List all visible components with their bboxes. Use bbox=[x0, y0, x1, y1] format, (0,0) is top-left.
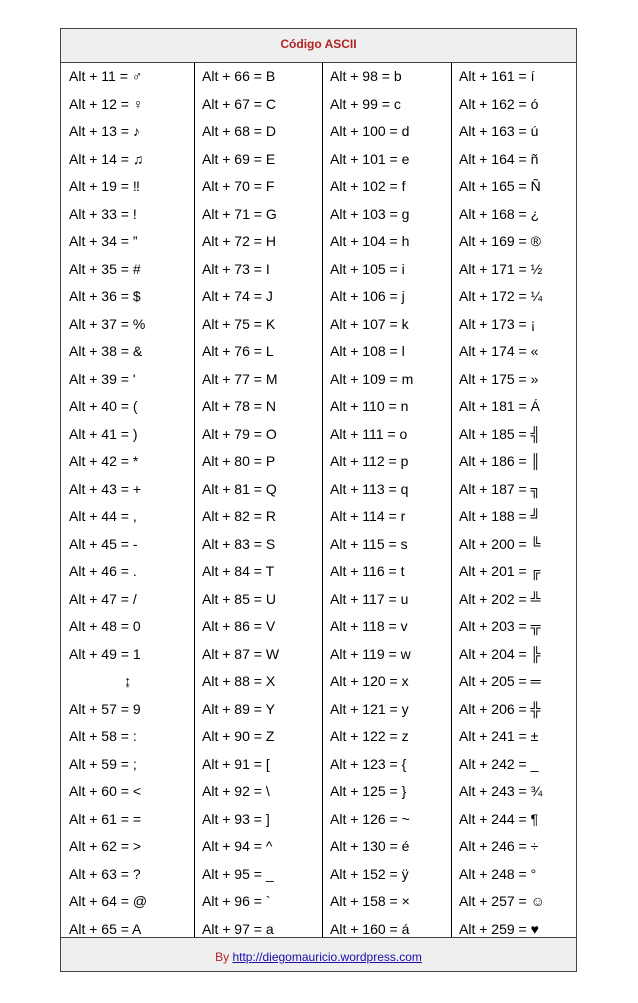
ascii-entry: Alt + 96 = ` bbox=[202, 893, 271, 909]
ascii-entry: Alt + 200 = ╚ bbox=[459, 535, 541, 552]
ascii-entry: Alt + 185 = ╣ bbox=[459, 425, 541, 442]
ascii-entry: Alt + 66 = B bbox=[202, 68, 276, 84]
ascii-entry: Alt + 171 = ½ bbox=[459, 260, 543, 277]
ascii-entry: Alt + 81 = Q bbox=[202, 480, 277, 497]
ascii-entry: Alt + 70 = F bbox=[202, 178, 275, 194]
ascii-entry: Alt + 98 = b bbox=[330, 68, 402, 84]
ascii-entry: Alt + 89 = Y bbox=[202, 700, 275, 717]
ascii-entry: Alt + 160 = á bbox=[330, 920, 410, 937]
ascii-entry: Alt + 84 = T bbox=[202, 563, 275, 579]
ascii-entry: Alt + 165 = Ñ bbox=[459, 178, 541, 194]
ascii-entry: Alt + 11 = ♂ bbox=[69, 68, 143, 84]
ascii-entry: Alt + 87 = W bbox=[202, 645, 280, 662]
ascii-entry: Alt + 115 = s bbox=[330, 535, 408, 552]
ascii-entry: Alt + 63 = ? bbox=[69, 865, 141, 882]
ascii-entry: ↨ bbox=[124, 673, 131, 689]
ascii-entry: Alt + 175 = » bbox=[459, 370, 539, 387]
ascii-entry: Alt + 181 = Á bbox=[459, 398, 540, 414]
ascii-entry: Alt + 113 = q bbox=[330, 480, 409, 497]
ascii-entry: Alt + 75 = K bbox=[202, 315, 276, 332]
ascii-entry: Alt + 77 = M bbox=[202, 370, 278, 387]
ascii-entry: Alt + 48 = 0 bbox=[69, 618, 141, 634]
ascii-entry: Alt + 116 = t bbox=[330, 563, 405, 579]
ascii-entry: Alt + 14 = ♫ bbox=[69, 150, 144, 167]
ascii-entry: Alt + 161 = í bbox=[459, 68, 535, 84]
column-2 bbox=[194, 63, 322, 939]
ascii-entry: Alt + 162 = ó bbox=[459, 95, 539, 112]
ascii-entry: Alt + 41 = ) bbox=[69, 425, 138, 442]
ascii-entry: Alt + 99 = c bbox=[330, 95, 401, 112]
ascii-entry: Alt + 121 = y bbox=[330, 700, 409, 717]
ascii-entry: Alt + 188 = ╝ bbox=[459, 508, 541, 524]
ascii-entry: Alt + 76 = L bbox=[202, 343, 274, 359]
ascii-entry: Alt + 61 = = bbox=[69, 810, 141, 827]
ascii-entry: Alt + 12 = ♀ bbox=[69, 95, 144, 112]
ascii-entry: Alt + 187 = ╗ bbox=[459, 480, 541, 497]
ascii-entry: Alt + 163 = ú bbox=[459, 123, 539, 139]
ascii-entry: Alt + 42 = * bbox=[69, 453, 139, 469]
ascii-entry: Alt + 118 = v bbox=[330, 618, 408, 634]
ascii-entry: Alt + 130 = é bbox=[330, 838, 410, 854]
ascii-entry: Alt + 126 = ~ bbox=[330, 810, 410, 827]
ascii-entry: Alt + 95 = _ bbox=[202, 865, 274, 882]
table-footer bbox=[61, 937, 576, 971]
ascii-entry: Alt + 90 = Z bbox=[202, 728, 275, 744]
ascii-entry: Alt + 57 = 9 bbox=[69, 700, 141, 717]
ascii-entry: Alt + 123 = { bbox=[330, 755, 407, 772]
ascii-entry: Alt + 152 = ÿ bbox=[330, 865, 409, 882]
ascii-entry: Alt + 203 = ╦ bbox=[459, 618, 541, 634]
ascii-entry: Alt + 37 = % bbox=[69, 315, 146, 332]
ascii-entry: Alt + 104 = h bbox=[330, 233, 410, 249]
ascii-entry: Alt + 164 = ñ bbox=[459, 150, 539, 167]
ascii-entry: Alt + 19 = ‼ bbox=[69, 178, 140, 194]
ascii-entry: Alt + 91 = [ bbox=[202, 755, 270, 772]
ascii-entry: Alt + 168 = ¿ bbox=[459, 205, 540, 222]
ascii-entry: Alt + 244 = ¶ bbox=[459, 810, 539, 827]
table-header bbox=[61, 29, 576, 63]
ascii-entry: Alt + 69 = E bbox=[202, 150, 276, 167]
ascii-entry: Alt + 47 = / bbox=[69, 590, 137, 607]
ascii-entry: Alt + 202 = ╩ bbox=[459, 590, 541, 607]
ascii-entry: Alt + 79 = O bbox=[202, 425, 277, 442]
ascii-entry: Alt + 86 = V bbox=[202, 618, 276, 634]
ascii-entry: Alt + 114 = r bbox=[330, 508, 406, 524]
ascii-entry: Alt + 60 = < bbox=[69, 783, 141, 799]
ascii-entry: Alt + 122 = z bbox=[330, 728, 409, 744]
ascii-entry: Alt + 173 = ¡ bbox=[459, 315, 536, 332]
ascii-entry: Alt + 83 = S bbox=[202, 535, 276, 552]
ascii-entry: Alt + 85 = U bbox=[202, 590, 276, 607]
ascii-entry: Alt + 80 = P bbox=[202, 453, 276, 469]
ascii-entry: Alt + 246 = ÷ bbox=[459, 838, 539, 854]
ascii-entry: Alt + 36 = $ bbox=[69, 288, 141, 304]
ascii-entry: Alt + 206 = ╬ bbox=[459, 700, 541, 717]
column-3 bbox=[322, 63, 451, 939]
ascii-entry: Alt + 158 = × bbox=[330, 893, 410, 909]
ascii-entry: Alt + 68 = D bbox=[202, 123, 276, 139]
ascii-entry: Alt + 40 = ( bbox=[69, 398, 138, 414]
ascii-entry: Alt + 119 = w bbox=[330, 645, 411, 662]
ascii-entry: Alt + 201 = ╔ bbox=[459, 563, 541, 579]
ascii-entry: Alt + 88 = X bbox=[202, 673, 276, 689]
ascii-table-sheet bbox=[60, 28, 577, 972]
ascii-entry: Alt + 33 = ! bbox=[69, 205, 137, 222]
ascii-entry: Alt + 73 = I bbox=[202, 260, 270, 277]
ascii-entry: Alt + 82 = R bbox=[202, 508, 276, 524]
ascii-entry: Alt + 241 = ± bbox=[459, 728, 539, 744]
ascii-entry: Alt + 64 = @ bbox=[69, 893, 148, 909]
ascii-entry: Alt + 257 = ☺ bbox=[459, 893, 545, 909]
ascii-entry: Alt + 117 = u bbox=[330, 590, 409, 607]
ascii-entry: Alt + 67 = C bbox=[202, 95, 276, 112]
ascii-entry: Alt + 107 = k bbox=[330, 315, 409, 332]
ascii-entry: Alt + 259 = ♥ bbox=[459, 920, 539, 937]
ascii-entry: Alt + 125 = } bbox=[330, 783, 407, 799]
ascii-entry: Alt + 112 = p bbox=[330, 453, 409, 469]
ascii-entry: Alt + 204 = ╠ bbox=[459, 645, 541, 662]
ascii-entry: Alt + 172 = ¼ bbox=[459, 288, 543, 304]
ascii-entry: Alt + 38 = & bbox=[69, 343, 143, 359]
ascii-entry: Alt + 110 = n bbox=[330, 398, 409, 414]
ascii-entry: Alt + 71 = G bbox=[202, 205, 277, 222]
ascii-entry: Alt + 49 = 1 bbox=[69, 645, 141, 662]
ascii-entry: Alt + 93 = ] bbox=[202, 810, 270, 827]
ascii-entry: Alt + 101 = e bbox=[330, 150, 410, 167]
ascii-entry: Alt + 72 = H bbox=[202, 233, 276, 249]
ascii-entry: Alt + 62 = > bbox=[69, 838, 141, 854]
column-divider bbox=[194, 63, 195, 939]
column-4 bbox=[451, 63, 578, 939]
ascii-entry: Alt + 58 = : bbox=[69, 728, 137, 744]
credit-by: By bbox=[215, 950, 230, 964]
page-title: Código ASCII bbox=[280, 37, 357, 51]
ascii-entry: Alt + 65 = A bbox=[69, 920, 142, 937]
ascii-entry: Alt + 205 = ═ bbox=[459, 673, 541, 689]
ascii-entry: Alt + 106 = j bbox=[330, 288, 405, 304]
ascii-entry: Alt + 59 = ; bbox=[69, 755, 137, 772]
ascii-entry: Alt + 39 = ' bbox=[69, 370, 136, 387]
ascii-entry: Alt + 78 = N bbox=[202, 398, 276, 414]
ascii-entry: Alt + 74 = J bbox=[202, 288, 273, 304]
ascii-entry: Alt + 111 = o bbox=[330, 425, 408, 442]
ascii-entry: Alt + 243 = ¾ bbox=[459, 783, 543, 799]
ascii-entry: Alt + 108 = l bbox=[330, 343, 405, 359]
ascii-entry: Alt + 92 = \ bbox=[202, 783, 270, 799]
credit-line bbox=[61, 950, 576, 964]
ascii-entry: Alt + 169 = ® bbox=[459, 233, 541, 249]
ascii-entry: Alt + 97 = a bbox=[202, 920, 274, 937]
ascii-entry: Alt + 248 = ° bbox=[459, 865, 537, 882]
ascii-entry: Alt + 44 = , bbox=[69, 508, 137, 524]
column-divider bbox=[451, 63, 452, 939]
ascii-entry: Alt + 186 = ║ bbox=[459, 453, 541, 469]
ascii-entry: Alt + 35 = # bbox=[69, 260, 141, 277]
credit-link[interactable]: http://diegomauricio.wordpress.com bbox=[232, 950, 422, 964]
ascii-entry: Alt + 174 = « bbox=[459, 343, 539, 359]
ascii-entry: Alt + 13 = ♪ bbox=[69, 123, 140, 139]
ascii-entry: Alt + 242 = _ bbox=[459, 755, 539, 772]
ascii-entry: Alt + 120 = x bbox=[330, 673, 409, 689]
ascii-entry: Alt + 103 = g bbox=[330, 205, 410, 222]
ascii-entry: Alt + 34 = ” bbox=[69, 233, 138, 249]
ascii-entry: Alt + 100 = d bbox=[330, 123, 410, 139]
ascii-entry: Alt + 94 = ^ bbox=[202, 838, 273, 854]
ascii-entry: Alt + 45 = - bbox=[69, 535, 138, 552]
ascii-entry: Alt + 46 = . bbox=[69, 563, 137, 579]
ascii-entry: Alt + 105 = i bbox=[330, 260, 405, 277]
ascii-entry: Alt + 102 = f bbox=[330, 178, 406, 194]
ascii-entry: Alt + 109 = m bbox=[330, 370, 414, 387]
ascii-grid bbox=[61, 63, 576, 939]
column-divider bbox=[322, 63, 323, 939]
column-1 bbox=[61, 63, 194, 939]
ascii-entry: Alt + 43 = + bbox=[69, 480, 141, 497]
